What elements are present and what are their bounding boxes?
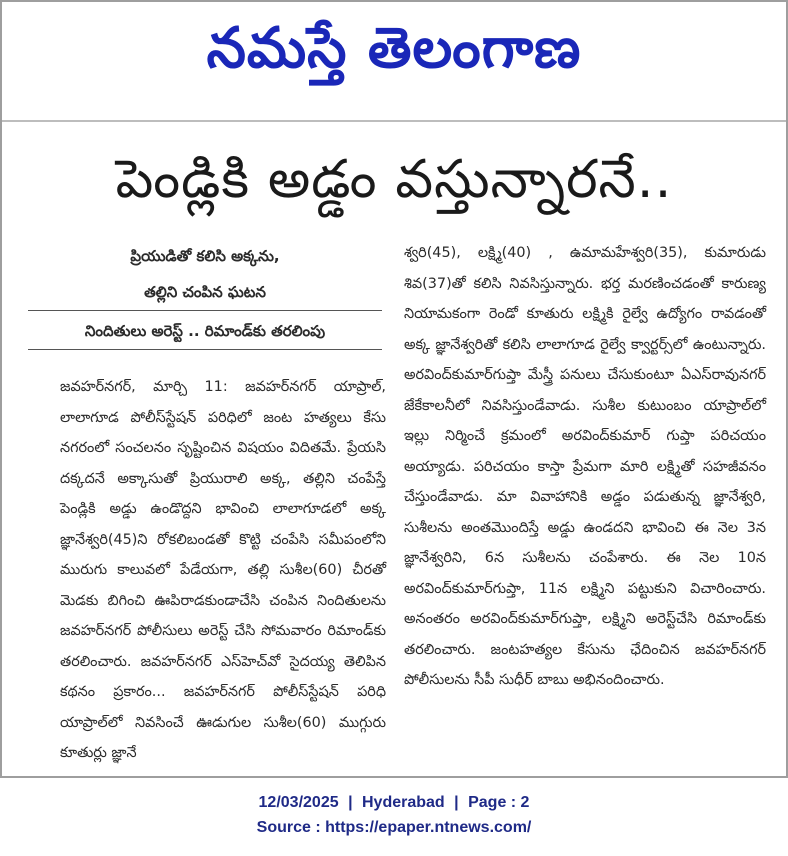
article-paragraph: శ్వరి(45), లక్ష్మి(40) , ఉమామహేశ్వరి(35), కుమారుడు శివ(37)తో కలిసి నివసిస్తున్నారు. భర్త మరణించడంతో కారుణ్య నియామకంగా రెండో కూతురు లక్ష్మికి రైల్వే ఉద్యోగం రావడంతో అక్క జ్ఞానేశ్వరితో కలిసి లాలాగూడ రైల్వే క్వార్టర్స్‌లో ఉంటున్నారు. అరవింద్‌కుమార్‌గుప్తా మేస్త్రీ పనులు చేసుకుంటూ ఏఎస్‌రావునగర్ జేకేకాలనీలో నివసిస్తుండేవాడు. సుశీల కుటుంబం యాప్రాల్‌లో ఇల్లు నిర్మించే క్రమంలో అరవింద్‌కుమార్ గుప్తా పరిచయం అయ్యాడు. పరిచయం కాస్తా ప్రేమగా మారి లక్ష్మితో సహజీవనం చేస్తుండేవాడు. మా వివాహానికి అడ్డం పడుతున్న జ్ఞానేశ్వరి, సుశీలను అంతమొందిస్తే అడ్డు ఉండదని భావించి ఈ నెల 3న జ్ఞానేశ్వరిని, 6న సుశీలను చంపేశారు. ఈ నెల 10న అరవింద్‌కుమార్‌గుప్తా, 11న లక్ష్మిని పట్టుకుని విచారించారు. అనంతరం అరవింద్‌కుమార్‌గుప్తా, లక్ష్మిని అరెస్ట్‌చేసి రిమాండ్‌కు తరలించారు. జంటహత్యల కేసును ఛేదించిన జవహర్‌నగర్ పోలీసులను సీపీ సుధీర్ బాబు అభినందించారు. bbox=[404, 245, 766, 688]
footer-separator: | bbox=[348, 794, 353, 811]
subheading-divider bbox=[28, 349, 382, 350]
subheading-line-2: తల్లిని చంపిన ఘటన bbox=[144, 283, 266, 301]
footer-separator: | bbox=[454, 794, 459, 811]
masthead-divider bbox=[2, 120, 786, 122]
article-body-left-column bbox=[60, 372, 386, 769]
article-paragraph: జవహర్‌నగర్, మార్చి 11: జవహర్‌నగర్ యాప్రాల్, లాలాగూడ పోలీస్‌స్టేషన్ పరిధిలో జంట హత్యలు కేసు నగరంలో సంచలనం సృష్టించిన విషయం విదితమే. ప్రేయసి దక్కదనే అక్కాసుతో ప్రియురాలి అక్క, తల్లిని చంపేస్తే పెండ్లికి అడ్డు ఉండొద్దని భావించి లాలాగూడలో అక్క జ్ఞానేశ్వరి(45)ని రోకలిబండతో కొట్టి చంపేసి సమీపంలోని మురుగు కాలువలో పేడేయగా, తల్లి సుశీల(60) చీరతో మెడకు బిగించి ఊపిరాడకుండాచేసి చంపిన నిందితులను జవహర్‌నగర్ పోలీసులు అరెస్ట్ చేసి సోమవారం రిమాండ్‌కు తరలించారు. జవహర్‌నగర్ ఎస్‌హెచ్‌వో సైదయ్య తెలిపిన కథనం ప్రకారం... జవహర్‌నగర్ పోలీస్‌స్టేషన్ పరిధి యాప్రాల్‌లో నివసించే ఊడుగుల సుశీల(60) ముగ్గురు కూతుర్లు జ్ఞానే bbox=[60, 379, 386, 761]
footer-date: 12/03/2025 bbox=[258, 794, 339, 811]
page-footer bbox=[0, 790, 788, 840]
article-body-right-column bbox=[404, 238, 766, 696]
footer-page: Page : 2 bbox=[468, 794, 530, 811]
subheading-block bbox=[24, 238, 386, 350]
footer-city: Hyderabad bbox=[362, 794, 445, 811]
subheading-divider bbox=[28, 310, 382, 311]
subheading-line-1: ప్రియుడితో కలిసి అక్కను, bbox=[130, 247, 280, 265]
footer-source: Source : https://epaper.ntnews.com/ bbox=[256, 819, 532, 836]
subheading-line-3: నిందితులు అరెస్ట్ .. రిమాండ్‌కు తరలింపు bbox=[84, 322, 326, 340]
newspaper-masthead: నమస్తే తెలంగాణ bbox=[206, 16, 582, 81]
footer-edition-info bbox=[0, 790, 788, 816]
article-headline: పెండ్లికి అడ్డం వస్తున్నారనే.. bbox=[115, 149, 673, 210]
